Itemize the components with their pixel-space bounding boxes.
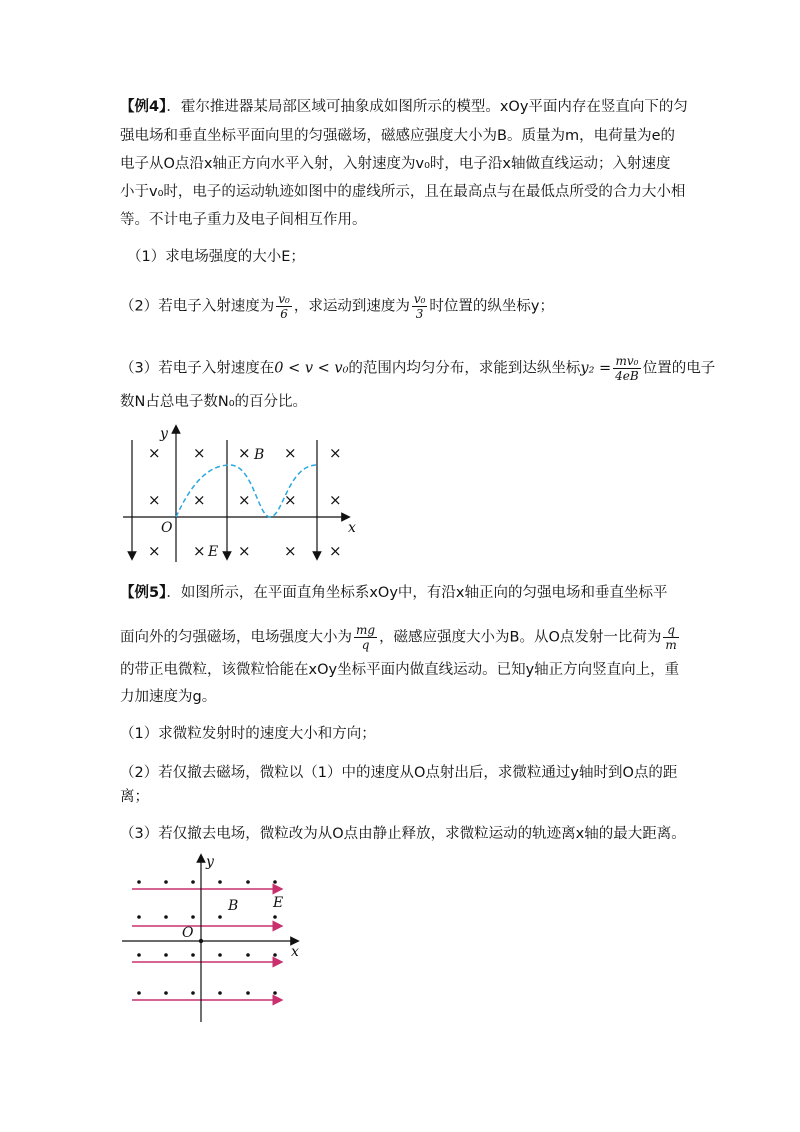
y2-label: y₂ = [580, 360, 612, 377]
ex4-q3-text-b: 的范围内均匀分布，求能到达纵坐标 [348, 360, 581, 377]
ex5-question-3: （3）若仅撤去电场，微粒改为从O点由静止释放，求微粒运动的轨迹离x轴的最大距离。 [120, 826, 686, 842]
ex5-question-2-line-2: 离； [120, 789, 149, 805]
ex4-q3-text-a: （3）若电子入射速度在 [120, 360, 275, 377]
ex4-question-1: （1）求电场强度的大小E； [127, 249, 305, 265]
cross-14: × [284, 542, 297, 560]
B-label: B [254, 447, 265, 463]
cross-11: × [148, 542, 161, 560]
cross-15: × [329, 542, 342, 560]
ex4-line-3: 电子从O点沿x轴正方向水平入射，入射速度为v₀时，电子沿x轴做直线运动；入射速度 [120, 156, 671, 172]
cross-10: × [329, 491, 342, 509]
ex4-header: 【例4】 [120, 99, 167, 115]
ex5-text-2a: 面向外的匀强磁场，电场强度大小为 [120, 629, 352, 646]
ex4-question-2 [120, 292, 554, 321]
velocity-range: 0 < v < v₀ [274, 360, 349, 377]
ex4-q2-text-b: ，求运动到速度为 [293, 298, 410, 315]
cross-7: × [193, 491, 206, 509]
E-label: E [208, 544, 219, 560]
origin-point [199, 939, 203, 943]
cross-3: × [238, 444, 251, 462]
ex5-text-1: ．如图所示，在平面直角坐标系xOy中，有沿x轴正向的匀强电场和垂直坐标平 [166, 585, 668, 601]
fraction-mv0-over-4eB: $\frac{\text{mv₀}}{4eB}$ [615, 354, 639, 383]
cross-2: × [193, 444, 206, 462]
fraction-v0-over-3: $\frac{\text{v₀}}{3}$ [413, 292, 426, 321]
E-label-2: E [273, 895, 284, 911]
ex4-figure [118, 422, 368, 567]
ex4-line-5: 等。不计电子重力及电子间相互作用。 [120, 212, 367, 228]
fraction-mg-over-q: $\frac{mg}{q}$ [356, 623, 376, 652]
cross-1: × [148, 444, 161, 462]
origin-label-2: O [182, 925, 194, 941]
cross-5: × [329, 444, 342, 462]
ex5-text-2b: ，磁感应强度大小为B。从O点发射一比荷为 [379, 629, 662, 646]
y-label-2: y [206, 854, 214, 870]
ex5-header: 【例5】 [120, 585, 167, 601]
cross-6: × [148, 491, 161, 509]
ex5-line-1 [120, 583, 668, 603]
ex4-q2-text-a: （2）若电子入射速度为 [120, 298, 275, 315]
ex5-line-4: 力加速度为g。 [120, 689, 217, 705]
cross-12: × [193, 542, 206, 560]
fraction-v0-over-6: $\frac{\text{v₀}}{6}$ [278, 292, 290, 321]
ex4-line-4: 小于v₀时，电子的运动轨迹如图中的虚线所示，且在最高点与在最低点所受的合力大小相 [120, 184, 686, 200]
ex5-line-3: 的带正电微粒，该微粒恰能在xOy坐标平面内做直线运动。已知y轴正方向竖直向上，重 [120, 662, 680, 678]
cross-4: × [284, 444, 297, 462]
ex4-q3-text-c: 位置的电子 [642, 360, 716, 377]
x-label: x [348, 520, 356, 536]
ex5-question-2: （2）若仅撤去磁场，微粒以（1）中的速度从O点射出后，求微粒通过y轴时到O点的距 [120, 765, 678, 781]
origin-label: O [161, 520, 173, 536]
cross-13: × [238, 542, 251, 560]
ex5-figure [120, 852, 310, 1027]
x-label-2: x [291, 944, 299, 960]
fraction-q-over-m: $\frac{q}{m}$ [665, 623, 677, 652]
ex4-q2-text-c: 时位置的纵坐标y； [429, 298, 555, 315]
ex5-question-1: （1）求微粒发射时的速度大小和方向； [120, 726, 376, 742]
B-label-2: B [228, 898, 239, 914]
ex5-line-2 [120, 623, 681, 652]
ex4-question-3-line-2: 数N占总电子数N₀的百分比。 [120, 394, 308, 410]
cross-8: × [238, 491, 251, 509]
ex4-line-1 [120, 97, 688, 117]
cross-9: × [284, 491, 297, 509]
ex4-question-3 [120, 354, 715, 383]
ex4-line-2: 强电场和垂直坐标平面向里的匀强磁场，磁感应强度大小为B。质量为m，电荷量为e的 [120, 128, 675, 144]
ex4-text-1: ．霍尔推进器某局部区域可抽象成如图所示的模型。xOy平面内存在竖直向下的匀 [166, 99, 688, 115]
b-field-dots [137, 880, 277, 995]
y-label: y [160, 426, 168, 442]
